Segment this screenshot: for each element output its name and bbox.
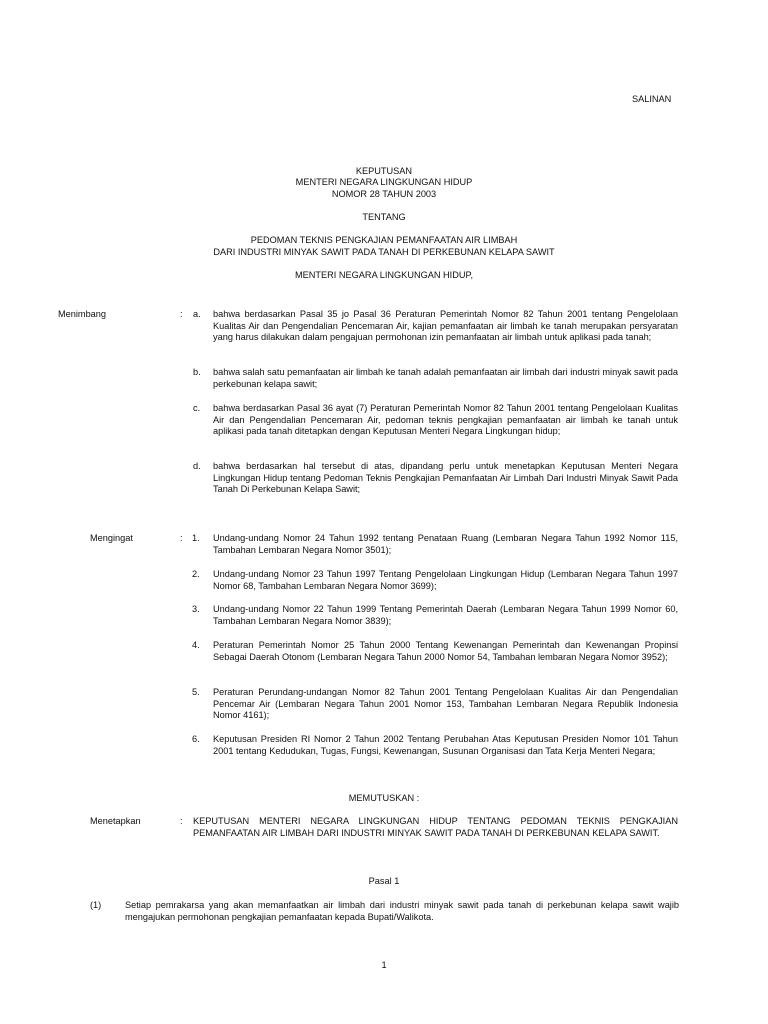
mengingat-text-1: Undang-undang Nomor 24 Tahun 1992 tentang Penataan Ruang (Lembaran Negara Tahun 1992 Nomor 115, Tambahan Lembaran Negara Nomor 3501); [213, 533, 678, 555]
heading-menteri: MENTERI NEGARA LINGKUNGAN HIDUP [295, 177, 473, 187]
menimbang-text-c: bahwa berdasarkan Pasal 36 ayat (7) Peraturan Pemerintah Nomor 82 Tahun 2001 tentang Pengelolaan Kualitas Air dan Pengendalian Pencemaran Air, pedoman teknis pengkajian pemanfaatan air limbah ke tanah untuk aplikasi pada tanah ditetapkan dengan Keputusan Menteri Negara Lingkungan hidup; [213, 403, 678, 437]
mengingat-mark-5: 5. [192, 687, 200, 697]
menimbang-mark-b: b. [193, 367, 201, 377]
page-number: 1 [381, 960, 387, 970]
salinan-label: SALINAN [632, 94, 672, 104]
mengingat-text-6: Keputusan Presiden RI Nomor 2 Tahun 2002 Tentang Perubahan Atas Keputusan Presiden Nomor 101 Tahun 2001 tentang Kedudukan, Tugas, Fungsi, Kewenangan, Susunan Organisasi dan Tata Kerja Menteri Negara; [213, 734, 678, 756]
mengingat-mark-2: 2. [192, 569, 200, 579]
memutuskan-heading: MEMUTUSKAN : [348, 793, 420, 803]
mengingat-text-3: Undang-undang Nomor 22 Tahun 1999 Tentang Pemerintah Daerah (Lembaran Negara Tahun 1999 Nomor 60, Tambahan Lembaran Negara Nomor 3839); [213, 604, 678, 626]
title-line-1: PEDOMAN TEKNIS PENGKAJIAN PEMANFAATAN AIR LIMBAH [250, 235, 518, 245]
menimbang-text-d: bahwa berdasarkan hal tersebut di atas, dipandang perlu untuk menetapkan Keputusan Menteri Negara Lingkungan Hidup tentang Pedoman Teknis Pengkajian Pemanfaatan Air Limbah Dari Industri Minyak Sawit Pada Tanah Di Perkebunan Kelapa Sawit; [213, 461, 678, 495]
mengingat-text-4: Peraturan Pemerintah Nomor 25 Tahun 2000 Tentang Kewenangan Pemerintah dan Kewenangan Propinsi Sebagai Daerah Otonom (Lembaran Negara Tahun 2000 Nomor 54, Tambahan lembaran Negara Nomor 3952); [213, 640, 678, 662]
menimbang-mark-d: d. [193, 461, 201, 471]
title-line-2: DARI INDUSTRI MINYAK SAWIT PADA TANAH DI PERKEBUNAN KELAPA SAWIT [213, 247, 555, 257]
pasal-1-item-number: (1) [90, 900, 102, 910]
menimbang-text-a: bahwa berdasarkan Pasal 35 jo Pasal 36 Peraturan Pemerintah Nomor 82 Tahun 2001 tentang Pengelolaan Kualitas Air dan Pengendalian Pencemaran Air, kajian pemanfaatan air limbah ke tanah merupakan persyaratan yang harus dilakukan dalam pengajuan permohonan izin pemanfaatan air limbah untuk aplikasi pada tanah; [213, 309, 678, 343]
menetapkan-colon: : [180, 816, 183, 826]
mengingat-mark-1: 1. [192, 533, 200, 543]
mengingat-mark-6: 6. [192, 734, 200, 744]
mengingat-text-2: Undang-undang Nomor 23 Tahun 1997 Tentang Pengelolaan Lingkungan Hidup (Lembaran Negara Tahun 1997 Nomor 68, Tambahan Lembaran Negara Nomor 3699); [213, 569, 678, 591]
pasal-1-item-text: Setiap pemrakarsa yang akan memanfaatkan air limbah dari industri minyak sawit pada tanah di perkebunan kelapa sawit wajib mengajukan permohonan pengkajian pemanfaatan kepada Bupati/Walikota. [125, 900, 679, 922]
pasal-1-heading: Pasal 1 [368, 876, 400, 886]
mengingat-text-5: Peraturan Perundang-undangan Nomor 82 Tahun 2001 Tentang Pengelolaan Kualitas Air dan Pengendalian Pencemar Air (Lembaran Negara Tahun 2001 Nomor 153, Tambahan Lembaran Negara Republik Indonesia Nomor 4161); [213, 687, 678, 721]
menimbang-label: Menimbang [58, 309, 107, 319]
mengingat-label: Mengingat [90, 533, 133, 543]
menetapkan-label: Menetapkan [90, 816, 141, 826]
menimbang-text-b: bahwa salah satu pemanfaatan air limbah ke tanah adalah pemanfaatan air limbah dari industri minyak sawit pada perkebunan kelapa sawit; [213, 367, 678, 389]
heading-keputusan: KEPUTUSAN [355, 166, 413, 176]
mengingat-colon: : [180, 533, 183, 543]
heading-nomor: NOMOR 28 TAHUN 2003 [331, 189, 437, 199]
mengingat-mark-4: 4. [192, 640, 200, 650]
mengingat-mark-3: 3. [192, 604, 200, 614]
menimbang-colon: : [180, 309, 183, 319]
menimbang-mark-a: a. [193, 309, 201, 319]
menetapkan-text: KEPUTUSAN MENTERI NEGARA LINGKUNGAN HIDUP TENTANG PEDOMAN TEKNIS PENGKAJIAN PEMANFAATAN AIR LIMBAH DARI INDUSTRI MINYAK SAWIT PADA TANAH DI PERKEBUNAN KELAPA SAWIT. [193, 816, 678, 838]
menimbang-mark-c: c. [193, 403, 201, 413]
heading-menteri-negara: MENTERI NEGARA LINGKUNGAN HIDUP, [295, 270, 473, 280]
heading-tentang: TENTANG [362, 212, 406, 222]
